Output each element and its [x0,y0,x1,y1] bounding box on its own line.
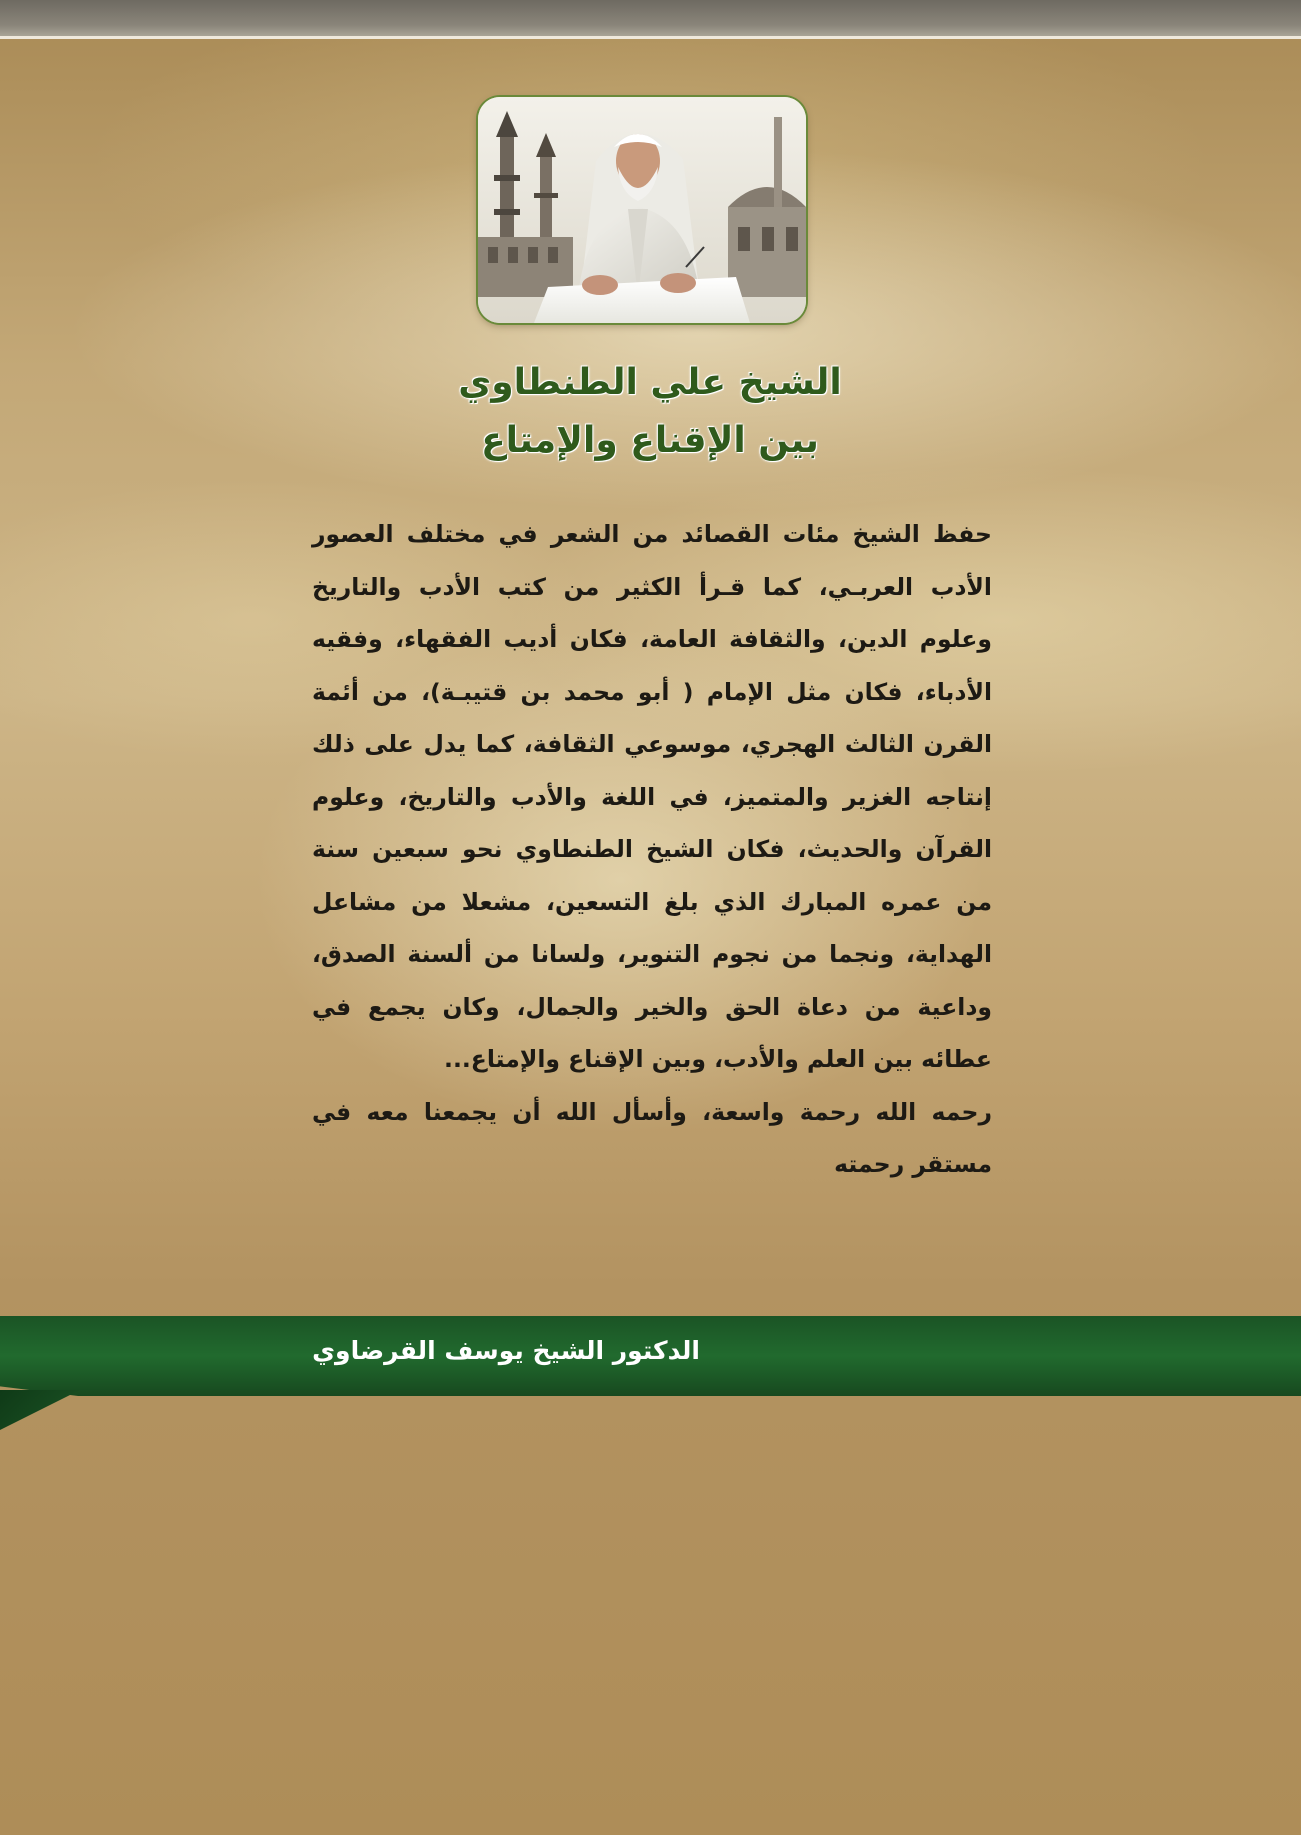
book-title-line-2: بين الإقناع والإمتاع [481,420,819,461]
book-title-line-1: الشيخ علي الطنطاوي [458,362,842,403]
author-ribbon-fold [0,1390,80,1430]
description-paragraph: حفظ الشيخ مئات القصائد من الشعر في مختلف العصور الأدب العربـي، كما قـرأ الكثير من كتب الأدب والتاريخ وعلوم الدين، والثقافة العامة، فكان أديب الفقهاء، وفقيه الأدباء، فكان مثل الإمام ( أبو محمد بن قتيبـة)، من أئمة القرن الثالث الهجري، موسوعي الثقافة، كما يدل على ذلك إنتاجه الغزير والمتميز، في اللغة والأدب والتاريخ، وعلوم القرآن والحديث، فكان الشيخ الطنطاوي نحو سبعين سنة من عمره المبارك الذي بلغ التسعين، مشعلا من مشاعل الهداية، ونجما من نجوم التنوير، ولسانا من ألسنة الصدق، وداعية من دعاة الحق والخير والجمال، وكان يجمع في عطائه بين العلم والأدب، وبين الإقناع والإمتاع... [312,520,992,1073]
top-divider-line [0,36,1301,39]
author-name: الدكتور الشيخ يوسف القرضاوي [312,1336,700,1365]
description-text [312,508,992,1191]
closing-prayer: رحمه الله رحمة واسعة، وأسأل الله أن يجمعنا معه في مستقر رحمته [312,1097,992,1178]
top-grey-strip [0,0,1301,36]
author-portrait-photo [478,97,806,323]
portrait-illustration [478,97,806,323]
